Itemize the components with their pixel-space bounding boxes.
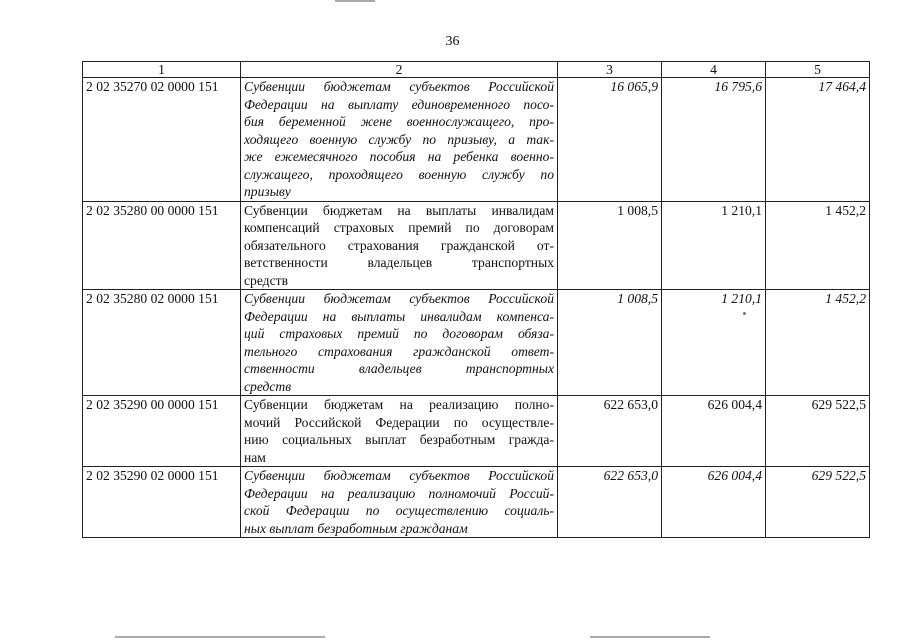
row-description (241, 467, 558, 538)
table-row (83, 396, 870, 467)
description-line: средств (244, 272, 288, 288)
description-line: ской Федерации по осуществлению социаль- (244, 503, 554, 518)
description-line: обязательного страхования гражданской от- (244, 237, 554, 253)
row-value-col-3: 16 065,9 (558, 78, 662, 202)
table-header-row (83, 62, 870, 78)
description-line: нам (244, 449, 266, 465)
header-col-5: 5 (766, 62, 870, 78)
description-line: компенсаций страховых премий по договорам (244, 220, 554, 235)
row-value-col-5: 17 464,4 (766, 78, 870, 202)
row-code: 2 02 35280 02 0000 151 (83, 290, 241, 396)
header-col-4: 4 (662, 62, 766, 78)
description-line: Федерации на реализацию полномочий Россий- (244, 485, 554, 501)
description-line: мочий Российской Федерации по осуществле- (244, 414, 554, 430)
row-value-col-3: 1 008,5 (558, 201, 662, 290)
row-code: 2 02 35280 00 0000 151 (83, 201, 241, 290)
row-value-col-4: 1 210,1 (662, 201, 766, 290)
description-line: ходящего военную службу по призыву, а так- (244, 131, 554, 147)
scan-line-bottom-2 (590, 636, 710, 638)
description-line: Федерации на выплаты инвалидам компенса- (244, 308, 554, 324)
row-value-col-3: 1 008,5 (558, 290, 662, 396)
row-value-col-5: 1 452,2 (766, 201, 870, 290)
row-value-col-5: 1 452,2 (766, 290, 870, 396)
row-value-col-3: 622 653,0 (558, 467, 662, 538)
scan-line-top (335, 0, 375, 2)
row-value-col-3: 622 653,0 (558, 396, 662, 467)
header-col-2: 2 (241, 62, 558, 78)
description-line: ных выплат безработным гражданам (244, 520, 468, 536)
row-value-col-4: 1 210,1 (662, 290, 766, 396)
row-value-col-4: 626 004,4 (662, 396, 766, 467)
row-value-col-5: 629 522,5 (766, 396, 870, 467)
description-line: Субвенции бюджетам на выплаты инвалидам (244, 202, 554, 218)
header-col-1: 1 (83, 62, 241, 78)
description-line: Субвенции бюджетам субъектов Российской (244, 468, 554, 483)
description-line: ций страховых премий по договорам обяза- (244, 326, 554, 341)
scan-speck (743, 312, 746, 315)
description-line: Субвенции бюджетам на реализацию полно- (244, 397, 554, 412)
row-code: 2 02 35270 02 0000 151 (83, 78, 241, 202)
row-description (241, 396, 558, 467)
header-col-3: 3 (558, 62, 662, 78)
description-line: тельного страхования гражданской ответ- (244, 343, 554, 359)
budget-table (82, 61, 870, 538)
row-value-col-4: 626 004,4 (662, 467, 766, 538)
row-value-col-4: 16 795,6 (662, 78, 766, 202)
row-description (241, 201, 558, 290)
description-line: Субвенции бюджетам субъектов Российской (244, 291, 554, 306)
description-line: бия беременной жене военнослужащего, про- (244, 114, 554, 129)
description-line: служащего, проходящего военную службу по (244, 166, 554, 182)
description-line: призыву (244, 184, 291, 199)
table-row (83, 201, 870, 290)
description-line: же ежемесячного пособия на ребенка военно- (244, 149, 554, 164)
description-line: средств (244, 378, 292, 394)
row-code: 2 02 35290 02 0000 151 (83, 467, 241, 538)
description-line: нию социальных выплат безработным гражда- (244, 432, 554, 447)
row-code: 2 02 35290 00 0000 151 (83, 396, 241, 467)
table-row (83, 467, 870, 538)
description-line: Субвенции бюджетам субъектов Российской (244, 79, 554, 94)
scan-line-bottom-1 (115, 636, 325, 638)
page-number: 36 (445, 34, 460, 49)
row-description (241, 290, 558, 396)
table-body (83, 78, 870, 538)
table-row (83, 290, 870, 396)
row-description (241, 78, 558, 202)
table-row (83, 78, 870, 202)
description-line: ветственности владельцев транспортных (244, 255, 554, 270)
description-line: Федерации на выплату единовременного посо- (244, 96, 554, 112)
row-value-col-5: 629 522,5 (766, 467, 870, 538)
description-line: ственности владельцев транспортных (244, 361, 554, 376)
